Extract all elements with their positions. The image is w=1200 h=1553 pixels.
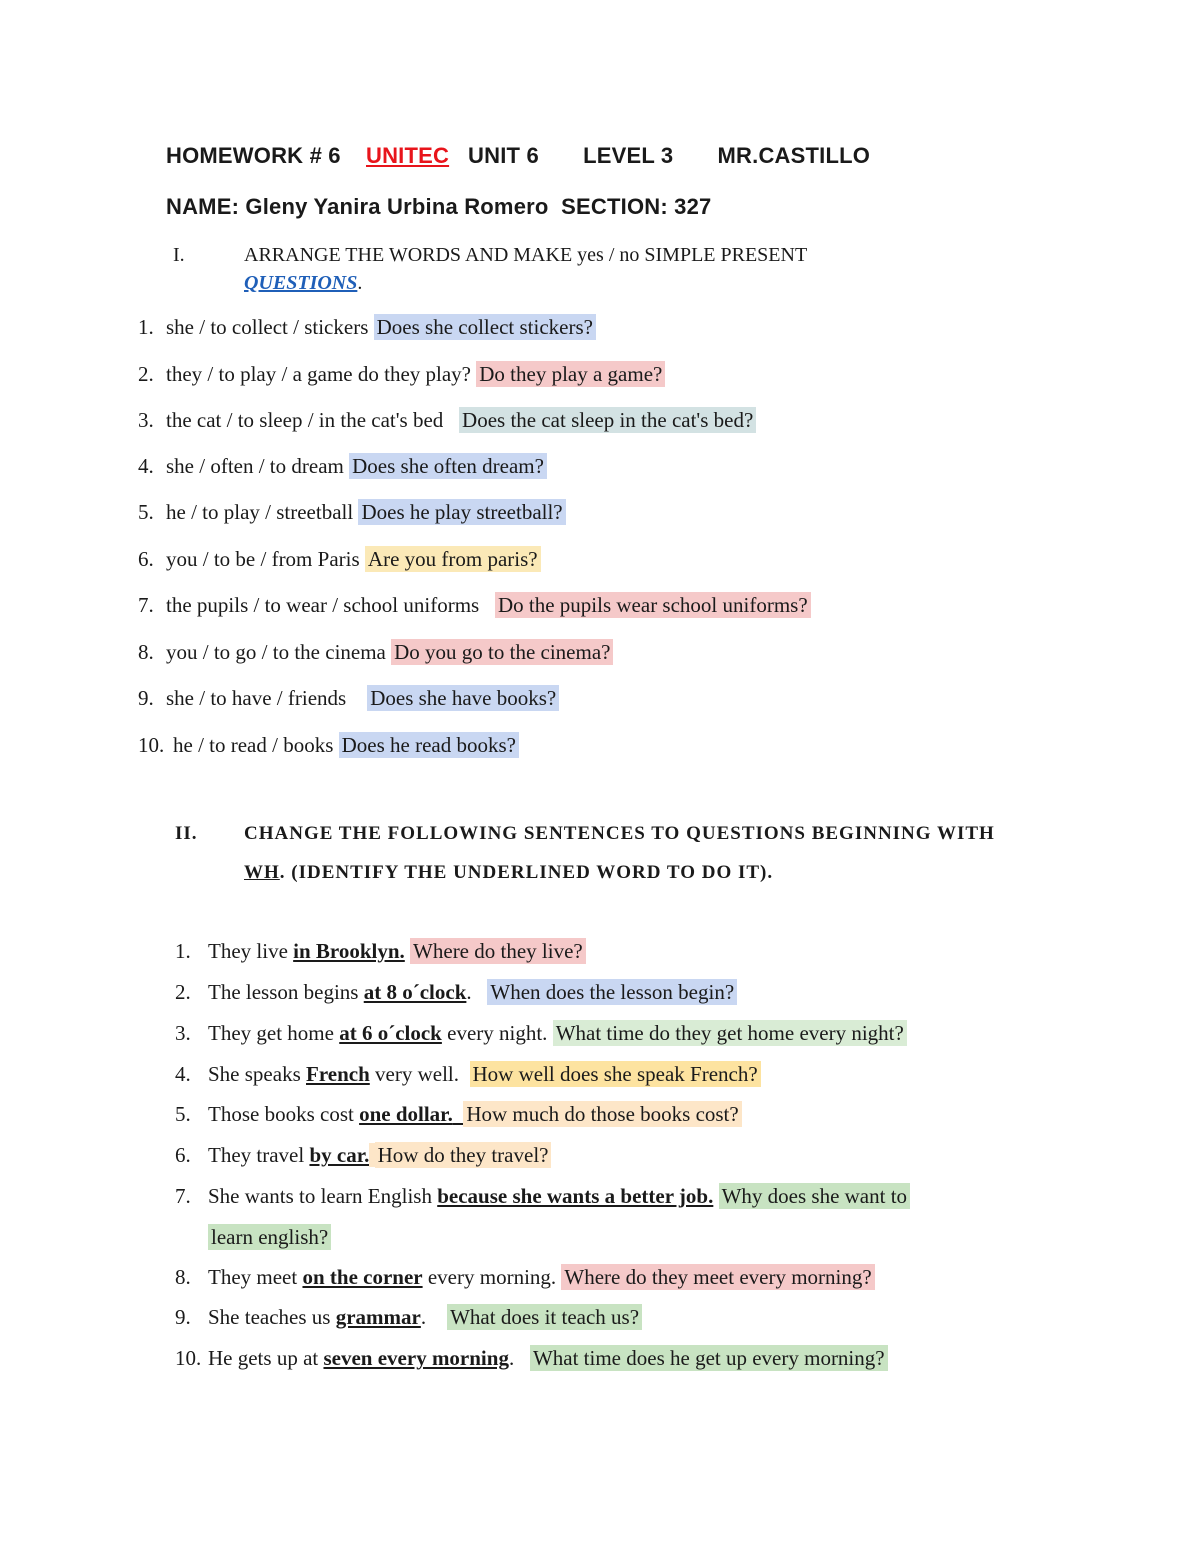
item-number: 9. bbox=[138, 686, 154, 710]
item-post bbox=[369, 1143, 374, 1167]
section1-title bbox=[244, 241, 807, 269]
item-answer: How do they travel? bbox=[375, 1142, 552, 1168]
item-answer: Does he play streetball? bbox=[358, 499, 565, 525]
item-number: 10. bbox=[175, 1346, 202, 1370]
item-pre: They meet bbox=[208, 1265, 303, 1289]
item-prompt: you / to go / to the cinema bbox=[166, 640, 392, 664]
item-answer: How well does she speak French? bbox=[470, 1061, 761, 1087]
item-number: 8. bbox=[138, 640, 154, 664]
section2-title-rest: . (IDENTIFY THE UNDERLINED WORD TO DO IT). bbox=[279, 862, 774, 883]
list-item bbox=[175, 1302, 642, 1332]
section2-title-line1: CHANGE THE FOLLOWING SENTENCES TO QUESTIONS BEGINNING WITH bbox=[244, 823, 995, 844]
item-post: very well. bbox=[369, 1062, 470, 1086]
item-answer: What does it teach us? bbox=[447, 1304, 642, 1330]
unitec-label: UNITEC bbox=[366, 143, 450, 168]
section1-title-period: . bbox=[357, 272, 363, 294]
wh-label: WH bbox=[244, 862, 280, 883]
level-label: LEVEL 3 bbox=[583, 143, 674, 168]
item-post: . bbox=[466, 980, 488, 1004]
underlined-word: because she wants a better job. bbox=[437, 1184, 714, 1208]
section1-title-line2 bbox=[244, 269, 362, 297]
item-answer: Where do they live? bbox=[410, 938, 586, 964]
item-prompt: she / often / to dream bbox=[166, 454, 350, 478]
item-number: 6. bbox=[175, 1143, 191, 1167]
item-pre: She speaks bbox=[208, 1062, 306, 1086]
item-answer: Do the pupils wear school uniforms? bbox=[495, 592, 811, 618]
item-number: 7. bbox=[138, 593, 154, 617]
item-answer: Where do they meet every morning? bbox=[561, 1264, 874, 1290]
item-pre: The lesson begins bbox=[208, 980, 364, 1004]
homework-header bbox=[166, 143, 870, 169]
list-item bbox=[138, 544, 541, 574]
item-number: 1. bbox=[138, 315, 154, 339]
item-number: 3. bbox=[175, 1021, 191, 1045]
item-answer: Do you go to the cinema? bbox=[391, 639, 613, 665]
item-number: 3. bbox=[138, 408, 154, 432]
item-pre: She wants to learn English bbox=[208, 1184, 438, 1208]
item-post: every morning. bbox=[422, 1265, 562, 1289]
list-item bbox=[175, 977, 737, 1007]
list-item bbox=[138, 497, 566, 527]
item-answer: Are you from paris? bbox=[365, 546, 541, 572]
item-number: 4. bbox=[175, 1062, 191, 1086]
list-item bbox=[175, 1018, 907, 1048]
item-pre: They travel bbox=[208, 1143, 310, 1167]
questions-link[interactable]: QUESTIONS bbox=[244, 272, 358, 294]
underlined-word: on the corner bbox=[302, 1265, 423, 1289]
list-item bbox=[138, 637, 613, 667]
item-pre: He gets up at bbox=[208, 1346, 324, 1370]
item-pre: She teaches us bbox=[208, 1305, 336, 1329]
list-item bbox=[175, 1099, 742, 1129]
list-item bbox=[138, 312, 596, 342]
underlined-word: French bbox=[306, 1062, 370, 1086]
item-answer: Does he read books? bbox=[339, 732, 519, 758]
list-item bbox=[175, 1059, 761, 1089]
section1-roman: I. bbox=[173, 244, 185, 266]
underlined-word: in Brooklyn. bbox=[293, 939, 405, 963]
underlined-word: at 8 o´clock bbox=[363, 980, 467, 1004]
item-post: every night. bbox=[441, 1021, 553, 1045]
item-prompt: she / to collect / stickers bbox=[166, 315, 374, 339]
item-number: 1. bbox=[175, 939, 191, 963]
item-answer: What time does he get up every morning? bbox=[530, 1345, 888, 1371]
item-number: 9. bbox=[175, 1305, 191, 1329]
item-number: 6. bbox=[138, 547, 154, 571]
item-pre: They get home bbox=[208, 1021, 340, 1045]
list-item bbox=[175, 1262, 875, 1292]
item-answer: Does she collect stickers? bbox=[374, 314, 596, 340]
item-number: 5. bbox=[175, 1102, 191, 1126]
list-item bbox=[138, 405, 756, 435]
student-name-line: NAME: Gleny Yanira Urbina Romero SECTION: 327 bbox=[166, 194, 712, 219]
item-prompt: the pupils / to wear / school uniforms bbox=[166, 593, 495, 617]
underlined-word: at 6 o´clock bbox=[339, 1021, 442, 1045]
item-answer: Does she have books? bbox=[367, 685, 559, 711]
item-number: 8. bbox=[175, 1265, 191, 1289]
list-item bbox=[138, 730, 519, 760]
list-item bbox=[175, 1181, 910, 1211]
teacher-label: MR.CASTILLO bbox=[717, 143, 871, 168]
item-prompt: she / to have / friends bbox=[166, 686, 368, 710]
list-item bbox=[138, 451, 547, 481]
list-item bbox=[138, 683, 559, 713]
item-pre: They live bbox=[208, 939, 294, 963]
item-post bbox=[713, 1184, 718, 1208]
item-answer: Why does she want to bbox=[719, 1183, 910, 1209]
underlined-word: grammar bbox=[335, 1305, 421, 1329]
item-number: 10. bbox=[138, 733, 165, 757]
list-item bbox=[175, 1140, 551, 1170]
item-number: 4. bbox=[138, 454, 154, 478]
item-answer: Does the cat sleep in the cat's bed? bbox=[459, 407, 756, 433]
item-prompt: he / to play / streetball bbox=[166, 500, 359, 524]
list-item-continuation bbox=[208, 1222, 331, 1252]
item-answer: When does the lesson begin? bbox=[487, 979, 737, 1005]
list-item bbox=[175, 1343, 888, 1373]
item-prompt: the cat / to sleep / in the cat's bed bbox=[166, 408, 460, 432]
list-item bbox=[138, 359, 665, 389]
item-number: 7. bbox=[175, 1184, 191, 1208]
item-prompt: they / to play / a game do they play? bbox=[166, 362, 477, 386]
item-post: . bbox=[420, 1305, 448, 1329]
item-answer: How much do those books cost? bbox=[463, 1101, 741, 1127]
unit-label: UNIT 6 bbox=[468, 143, 539, 168]
item-prompt: you / to be / from Paris bbox=[166, 547, 365, 571]
section2-roman: II. bbox=[175, 823, 198, 844]
item-prompt: he / to read / books bbox=[173, 733, 339, 757]
item-answer-continuation: learn english? bbox=[208, 1224, 331, 1250]
item-number: 2. bbox=[175, 980, 191, 1004]
item-post bbox=[453, 1102, 464, 1126]
homework-number: HOMEWORK # 6 bbox=[166, 143, 341, 168]
item-post: . bbox=[508, 1346, 530, 1370]
underlined-word: one dollar. bbox=[359, 1102, 453, 1126]
section2-title-line2 bbox=[244, 862, 773, 884]
underlined-word: seven every morning bbox=[323, 1346, 509, 1370]
list-item bbox=[175, 936, 586, 966]
item-pre: Those books cost bbox=[208, 1102, 360, 1126]
underlined-word: by car. bbox=[309, 1143, 370, 1167]
section1-title-text: ARRANGE THE WORDS AND MAKE yes / no SIMPLE PRESENT bbox=[244, 244, 808, 266]
item-number: 5. bbox=[138, 500, 154, 524]
item-answer: Do they play a game? bbox=[476, 361, 665, 387]
item-number: 2. bbox=[138, 362, 154, 386]
item-answer: Does she often dream? bbox=[349, 453, 547, 479]
item-answer: What time do they get home every night? bbox=[553, 1020, 907, 1046]
list-item bbox=[138, 590, 811, 620]
